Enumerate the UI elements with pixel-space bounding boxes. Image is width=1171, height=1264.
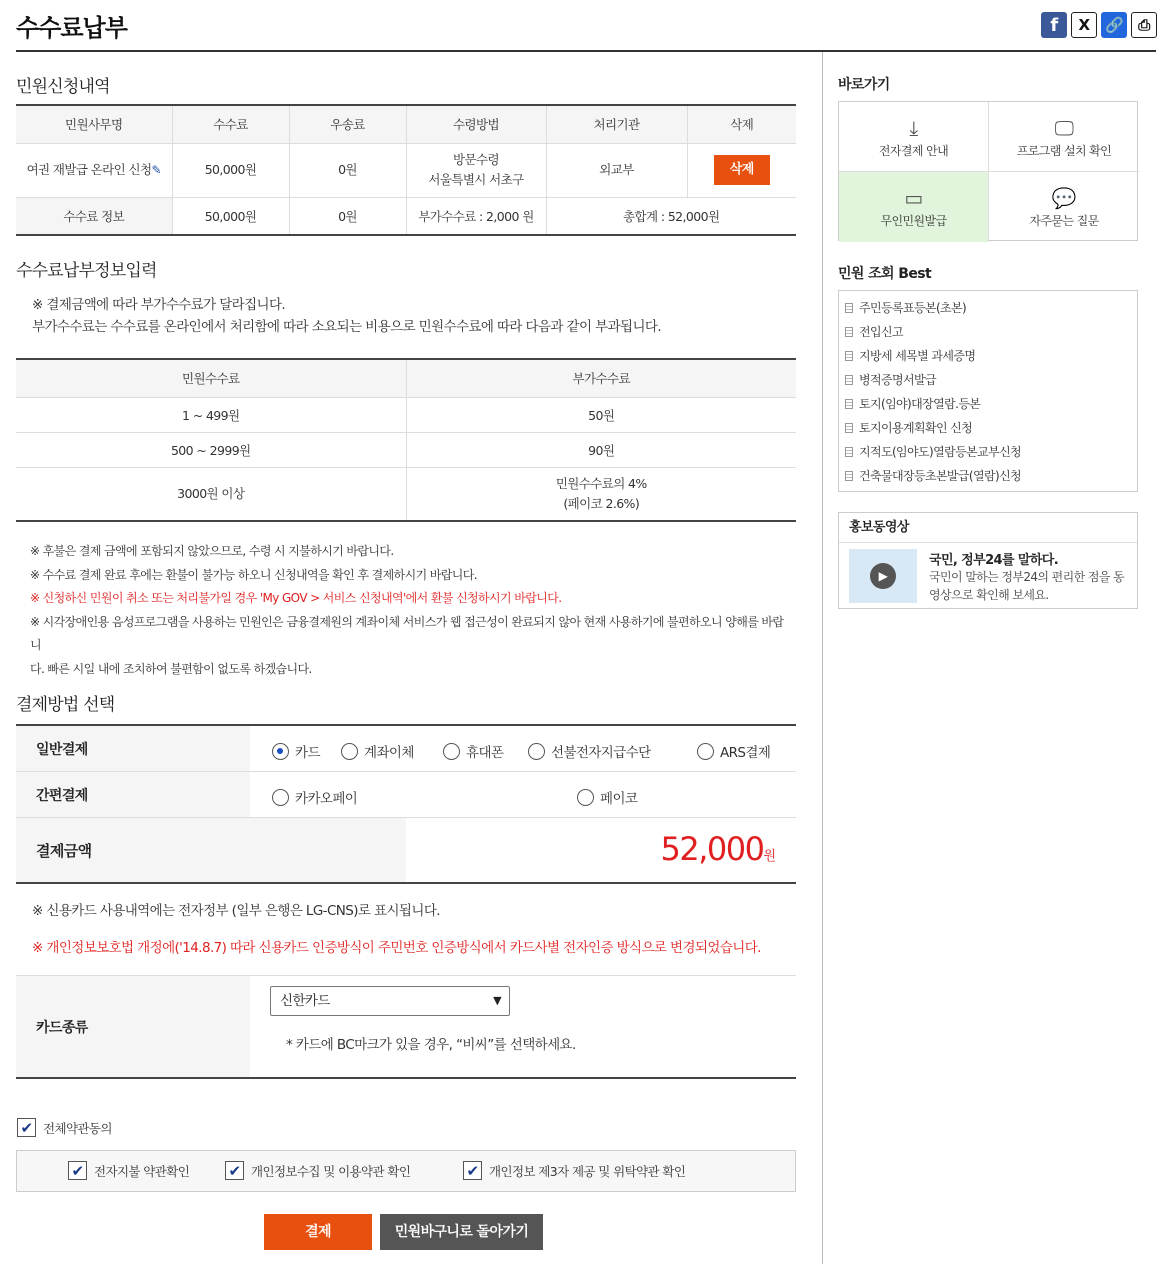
play-icon[interactable]: ▶ — [870, 563, 896, 589]
card-type-select[interactable] — [270, 986, 510, 1016]
video-thumbnail[interactable] — [849, 549, 917, 603]
title-divider — [16, 50, 1156, 52]
col-header: 수수료 — [172, 105, 289, 143]
document-icon — [845, 375, 853, 385]
page-title: 수수료납부 — [16, 14, 127, 42]
agree-label: 전자지불 약관확인 — [94, 1163, 190, 1179]
col-header: 처리기관 — [546, 105, 687, 143]
fee-range: 3000원 이상 — [177, 485, 245, 501]
fee-table — [16, 358, 796, 522]
amount-unit: 원 — [763, 849, 776, 864]
document-icon — [845, 399, 853, 409]
radio-checked-icon[interactable] — [272, 743, 289, 760]
quick-label: 무인민원발급 — [880, 214, 947, 228]
extra-fee: 90원 — [406, 432, 796, 467]
pay-button[interactable]: 결제 — [264, 1214, 372, 1250]
agreements-box — [16, 1150, 796, 1192]
col-header: 수령방법 — [406, 105, 546, 143]
extra-fee-line: (페이코 2.6%) — [563, 495, 640, 511]
fee-notice — [32, 294, 661, 338]
radio-icon[interactable] — [443, 743, 460, 760]
promo-video — [838, 512, 1138, 609]
radio-label: 카카오페이 — [295, 791, 358, 807]
quick-faq[interactable] — [989, 172, 1139, 242]
best-item[interactable] — [845, 368, 1137, 392]
summary-postage: 0원 — [289, 197, 406, 235]
request-agency: 외교부 — [546, 143, 687, 197]
edit-icon[interactable]: ✎ — [151, 163, 161, 177]
quick-label: 자주묻는 질문 — [1029, 214, 1099, 228]
link-icon[interactable]: 🔗 — [1101, 12, 1127, 38]
back-to-basket-button[interactable]: 민원바구니로 돌아가기 — [380, 1214, 543, 1250]
best-item-label: 지방세 세목별 과세증명 — [859, 349, 976, 363]
best-item-label: 건축물대장등초본발급(열람)신청 — [859, 469, 1022, 483]
card-type-selected: 신한카드 — [280, 993, 330, 1009]
request-fee: 50,000원 — [172, 143, 289, 197]
best-item[interactable] — [845, 440, 1137, 464]
radio-label: 선불전자지급수단 — [551, 745, 651, 761]
quick-links-title: 바로가기 — [838, 77, 890, 93]
col-header: 민원수수료 — [16, 359, 406, 397]
simple-pay-label: 간편결제 — [16, 772, 250, 817]
card-type-box — [16, 975, 796, 1079]
summary-extra-fee: 부가수수료 : 2,000 원 — [406, 197, 546, 235]
share-bar — [1041, 12, 1157, 38]
note-line-warning: ※ 신청하신 민원이 취소 또는 처리불가일 경우 'My GOV > 서비스 신청내역'에서 환불 신청하시기 바랍니다. — [30, 591, 562, 605]
promo-description: 국민이 말하는 정부24의 편리한 점을 동영상으로 확인해 보세요. — [929, 570, 1125, 602]
summary-total: 총합계 : 52,000원 — [546, 197, 796, 235]
request-delete-cell — [687, 143, 796, 197]
delete-button[interactable]: 삭제 — [714, 155, 770, 185]
best-item[interactable] — [845, 344, 1137, 368]
best-title: 민원 조회 Best — [838, 266, 932, 282]
extra-fee — [406, 467, 796, 521]
best-item-label: 지적도(임야도)열람등본교부신청 — [859, 445, 1022, 459]
monitor-icon: 🖵 — [1054, 116, 1074, 140]
note-line: ※ 수수료 결제 완료 후에는 환불이 불가능 하오니 신청내역을 확인 후 결제하시기 바랍니다. — [30, 567, 477, 582]
agree-label: 개인정보수집 및 이용약관 확인 — [251, 1163, 411, 1179]
promo-title: 홍보동영상 — [839, 513, 1137, 543]
radio-icon[interactable] — [528, 743, 545, 760]
kiosk-icon: ▭ — [904, 186, 923, 210]
amount-number: 52,000 — [660, 830, 764, 868]
card-note-warning: ※ 개인정보보호법 개정에('14.8.7) 따라 신용카드 인증방식이 주민번호 인증방식에서 카드사별 전자인증 방식으로 변경되었습니다. — [32, 940, 761, 956]
card-hint: * 카드에 BC마크가 있을 경우, “비씨”를 선택하세요. — [286, 1037, 576, 1053]
best-item-label: 토지(임야)대장열람.등본 — [859, 397, 981, 411]
agree-privacy-checkbox[interactable] — [225, 1161, 410, 1180]
facebook-icon[interactable]: f — [1041, 12, 1067, 38]
card-note-line: ※ 신용카드 사용내역에는 전자정부 (일부 은행은 LG-CNS)로 표시됩니다. — [32, 903, 440, 919]
radio-icon[interactable] — [577, 789, 594, 806]
col-header: 삭제 — [687, 105, 796, 143]
notes — [30, 540, 790, 681]
quick-kiosk[interactable] — [839, 172, 989, 242]
quick-links — [838, 101, 1138, 241]
radio-payco[interactable] — [577, 787, 637, 807]
quick-label: 전자결제 안내 — [878, 144, 949, 158]
note-line: ※ 시각장애인용 음성프로그램을 사용하는 민원인은 금융결제원의 계좌이체 서비스가 웹 접근성이 완료되지 않아 현재 사용하기에 불편하오니 양해를 바랍니 — [30, 614, 784, 652]
radio-label: 페이코 — [600, 791, 638, 807]
fee-range: 500 ~ 2999원 — [16, 432, 406, 467]
chat-icon: 💬 — [1051, 186, 1077, 210]
table-row — [16, 432, 796, 467]
request-postage: 0원 — [289, 143, 406, 197]
payment-table — [16, 724, 796, 884]
radio-kakaopay[interactable] — [272, 787, 357, 807]
receive-location: 서울특별시 서초구 — [428, 172, 524, 187]
request-name-text: 여권 재발급 온라인 신청 — [26, 162, 152, 177]
radio-icon[interactable] — [697, 743, 714, 760]
best-item-label: 토지이용계획확인 신청 — [859, 421, 973, 435]
best-item[interactable] — [845, 392, 1137, 416]
col-header: 우송료 — [289, 105, 406, 143]
download-icon: ⤓ — [909, 116, 918, 140]
radio-phone[interactable] — [443, 741, 503, 761]
fee-notice-line: 부가수수료는 수수료를 온라인에서 처리함에 따라 소요되는 비용으로 민원수수료에 따라 다음과 같이 부과됩니다. — [32, 319, 662, 335]
receive-method: 방문수령 — [453, 152, 499, 167]
fee-notice-line: ※ 결제금액에 따라 부가수수료가 달라집니다. — [32, 297, 286, 313]
x-icon[interactable]: X — [1071, 12, 1097, 38]
chevron-down-icon: ▼ — [493, 994, 501, 1007]
request-table — [16, 104, 796, 236]
check-icon[interactable]: ✔ — [225, 1161, 244, 1180]
request-name — [16, 143, 172, 197]
general-pay-label: 일반결제 — [16, 726, 250, 771]
radio-label: ARS결제 — [720, 745, 771, 761]
agree-all-checkbox[interactable] — [17, 1118, 112, 1137]
table-row — [16, 397, 796, 432]
card-type-label: 카드종류 — [16, 976, 250, 1077]
radio-card[interactable] — [272, 741, 320, 761]
print-icon[interactable]: ⎙ — [1131, 12, 1157, 38]
best-item-label: 병적증명서발급 — [859, 373, 936, 387]
document-icon — [845, 303, 853, 313]
check-icon[interactable]: ✔ — [17, 1118, 36, 1137]
document-icon — [845, 327, 853, 337]
quick-epay-guide[interactable] — [839, 102, 989, 172]
summary-fee: 50,000원 — [172, 197, 289, 235]
check-icon[interactable]: ✔ — [68, 1161, 87, 1180]
promo-heading[interactable]: 국민, 정부24를 말하다. — [929, 553, 1059, 568]
note-line: 다. 빠른 시일 내에 조치하여 불편함이 없도록 하겠습니다. — [30, 661, 312, 676]
section-title-request: 민원신청내역 — [16, 77, 110, 97]
agree-label: 개인정보 제3자 제공 및 위탁약관 확인 — [489, 1163, 686, 1179]
extra-fee: 50원 — [406, 397, 796, 432]
check-icon[interactable]: ✔ — [463, 1161, 482, 1180]
col-header: 부가수수료 — [406, 359, 796, 397]
best-item[interactable] — [845, 320, 1137, 344]
section-title-pay-method: 결제방법 선택 — [16, 695, 115, 715]
request-receive — [406, 143, 546, 197]
quick-label: 프로그램 설치 확인 — [1016, 144, 1112, 158]
card-notes — [32, 902, 761, 958]
best-item-label: 전입신고 — [859, 325, 903, 339]
agree-all-label: 전체약관동의 — [43, 1120, 112, 1136]
quick-program-check[interactable] — [989, 102, 1139, 172]
radio-icon[interactable] — [272, 789, 289, 806]
radio-transfer[interactable] — [341, 741, 414, 761]
best-item-label: 주민등록표등본(초본) — [859, 301, 967, 315]
column-divider — [822, 52, 823, 1264]
summary-label: 수수료 정보 — [16, 197, 172, 235]
best-list — [838, 290, 1138, 492]
document-icon — [845, 447, 853, 457]
agree-payment-checkbox[interactable] — [68, 1161, 189, 1180]
agree-thirdparty-checkbox[interactable] — [463, 1161, 685, 1180]
fee-range: 1 ~ 499원 — [16, 397, 406, 432]
note-line: ※ 후불은 결제 금액에 포함되지 않았으므로, 수령 시 지불하시기 바랍니다. — [30, 544, 394, 558]
best-item[interactable] — [845, 464, 1137, 488]
document-icon — [845, 471, 853, 481]
section-title-fee-input: 수수료납부정보입력 — [16, 261, 157, 281]
radio-label: 휴대폰 — [466, 745, 504, 761]
best-item[interactable] — [845, 416, 1137, 440]
amount-label: 결제금액 — [16, 818, 406, 882]
radio-label: 카드 — [295, 745, 320, 761]
radio-ars[interactable] — [697, 741, 770, 761]
amount-value — [406, 818, 796, 882]
best-item[interactable] — [845, 296, 1137, 320]
col-header: 민원사무명 — [16, 105, 172, 143]
document-icon — [845, 423, 853, 433]
radio-icon[interactable] — [341, 743, 358, 760]
radio-label: 계좌이체 — [364, 745, 414, 761]
extra-fee-line: 민원수수료의 4% — [555, 475, 647, 491]
radio-prepaid[interactable] — [528, 741, 651, 761]
table-row — [16, 467, 796, 521]
document-icon — [845, 351, 853, 361]
